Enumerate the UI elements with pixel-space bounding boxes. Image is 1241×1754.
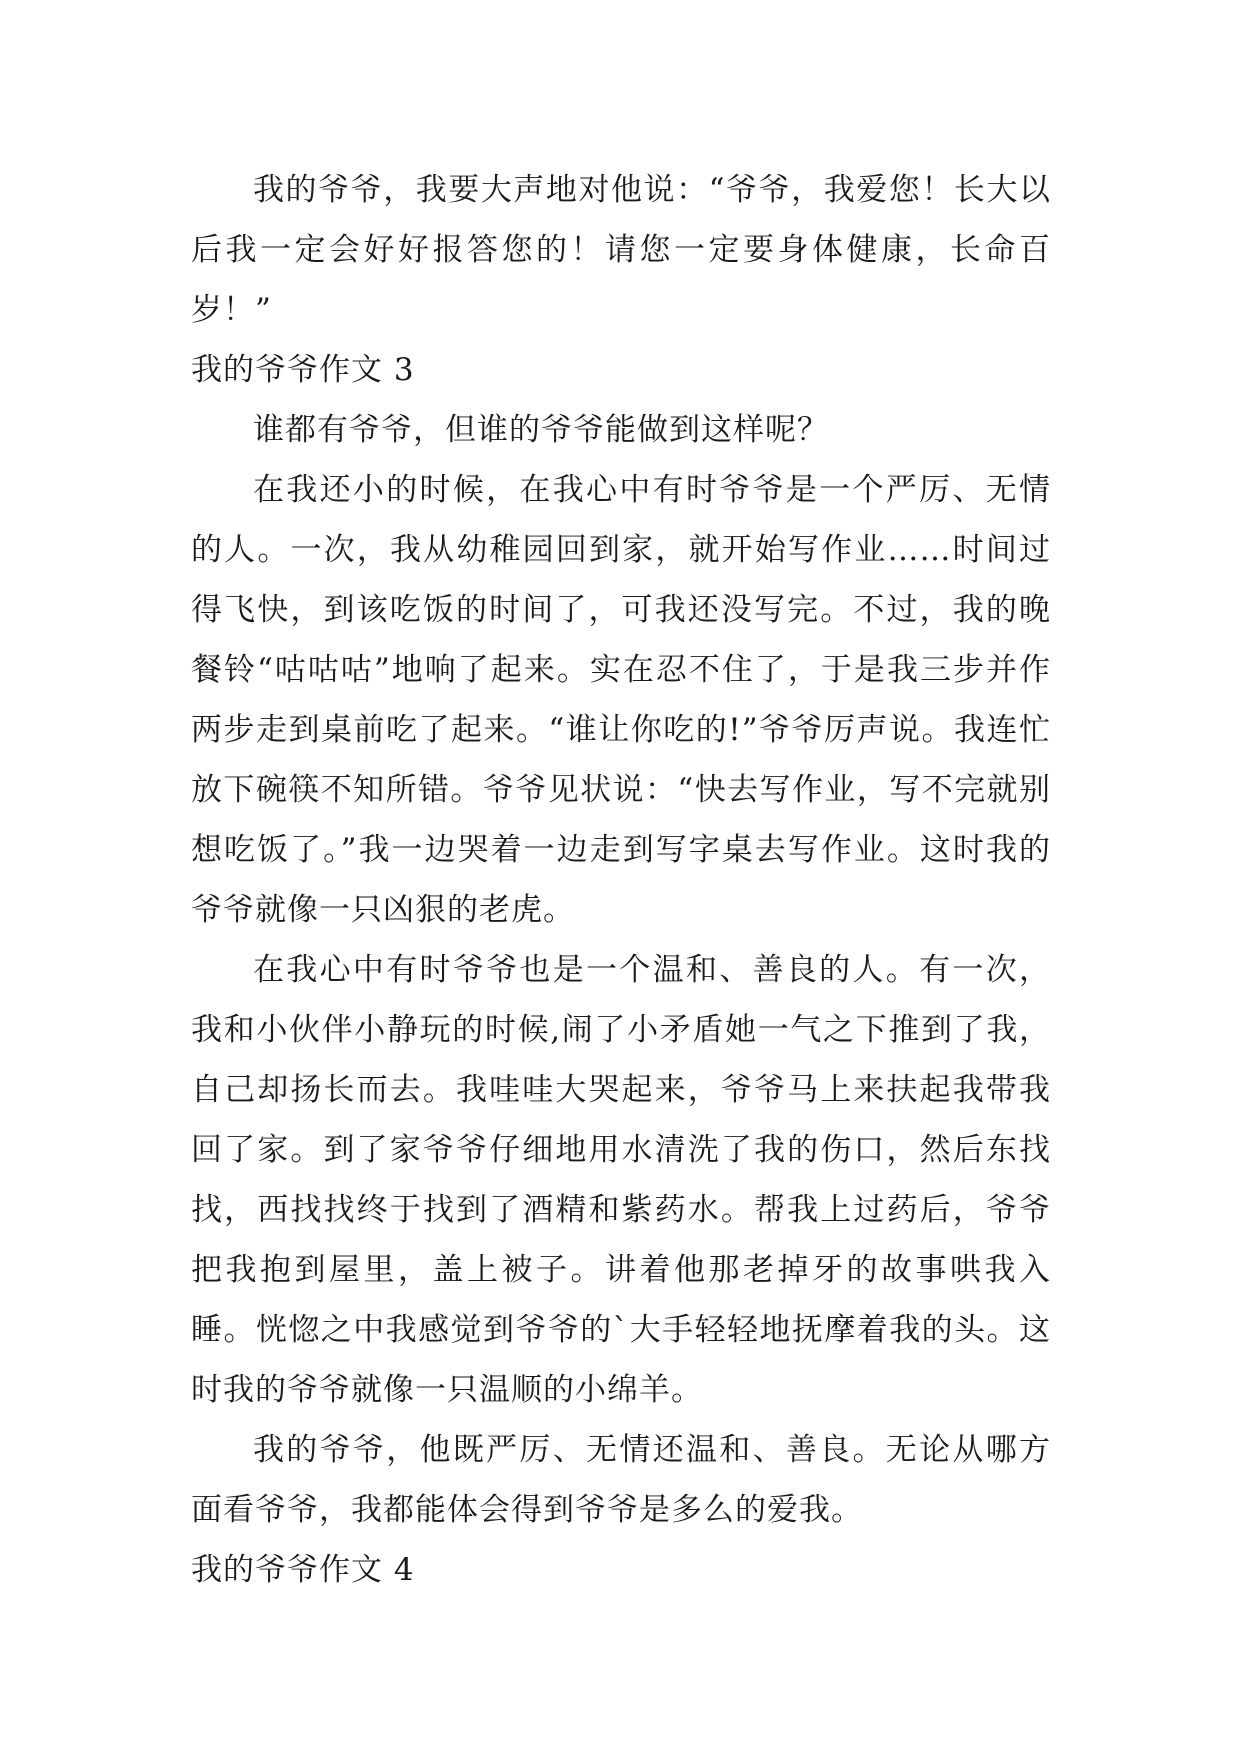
strict-grandpa-paragraph: 在我还小的时候，在我心中有时爷爷是一个严厉、无情的人。一次，我从幼稚园回到家，就开始写作业……时间过得飞快，到该吃饭的时间了，可我还没写完。不过，我的晚餐铃“咕咕咕”地响了起来。实在忍不住了，于是我三步并作两步走到桌前吃了起来。“谁让你吃的!”爷爷厉声说。我连忙放下碗筷不知所错。爷爷见状说：“快去写作业，写不完就别想吃饭了。”我一边哭着一边走到写字桌去写作业。这时我的爷爷就像一只凶狠的老虎。 bbox=[191, 472, 1051, 928]
essay-heading: 我的爷爷作文 4 bbox=[191, 1552, 415, 1588]
gentle-grandpa-paragraph: 在我心中有时爷爷也是一个温和、善良的人。有一次，我和小伙伴小静玩的时候,闹了小矛盾她一气之下推到了我，自己却扬长而去。我哇哇大哭起来，爷爷马上来扶起我带我回了家。到了家爷爷仔细地用水清洗了我的伤口，然后东找找，西找找终于找到了酒精和紫药水。帮我上过药后，爷爷把我抱到屋里，盖上被子。讲着他那老掉牙的故事哄我入睡。恍惚之中我感觉到爷爷的`大手轻轻地抚摩着我的头。这时我的爷爷就像一只温顺的小绵羊。 bbox=[191, 952, 1051, 1408]
conclusion-paragraph: 我的爷爷，他既严厉、无情还温和、善良。无论从哪方面看爷爷，我都能体会得到爷爷是多么的爱我。 bbox=[191, 1432, 1051, 1528]
intro-paragraph: 谁都有爷爷，但谁的爷爷能做到这样呢？ bbox=[253, 412, 829, 448]
essay-body bbox=[191, 160, 1051, 1600]
closing-paragraph: 我的爷爷，我要大声地对他说：“爷爷，我爱您！长大以后我一定会好好报答您的！请您一定要身体健康，长命百岁！” bbox=[191, 172, 1051, 328]
essay-heading: 我的爷爷作文 3 bbox=[191, 352, 415, 388]
